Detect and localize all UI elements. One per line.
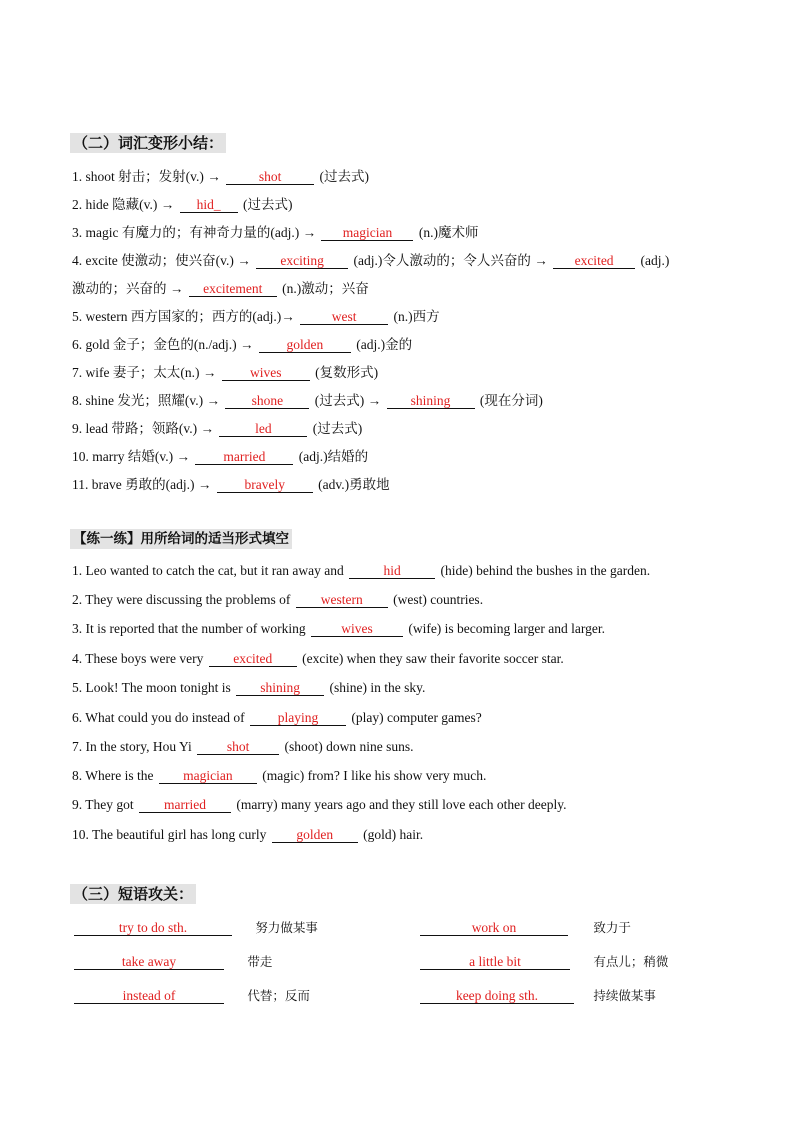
answer-blank[interactable]: excitement: [189, 281, 277, 297]
practice-item-4: [72, 650, 564, 668]
answer-blank[interactable]: shot: [197, 739, 279, 755]
vocab-prompt: 2. hide 隐藏(v.) →: [72, 197, 175, 212]
phrase-answer[interactable]: take away: [74, 954, 224, 970]
practice-item-3: [72, 620, 605, 638]
vocab-note: (现在分词): [479, 393, 543, 408]
vocab-item-9: [72, 420, 362, 438]
vocab-note: (过去式): [319, 169, 369, 184]
phrase-answer[interactable]: keep doing sth.: [420, 988, 574, 1004]
practice-item-6: [72, 709, 482, 727]
vocab-item-4: [72, 252, 669, 270]
question-text: 7. In the story, Hou Yi: [72, 739, 192, 754]
practice-item-7: [72, 738, 414, 756]
answer-blank[interactable]: wives: [222, 365, 310, 381]
vocab-item-3: [72, 224, 478, 242]
question-text: 4. These boys were very: [72, 651, 204, 666]
question-text: 2. They were discussing the problems of: [72, 592, 291, 607]
answer-blank[interactable]: playing: [250, 710, 346, 726]
section3-title: （三）短语攻关：: [70, 884, 196, 904]
answer-blank[interactable]: bravely: [217, 477, 313, 493]
phrase-row-3-right: [418, 987, 656, 1005]
vocab-prompt: 激动的；兴奋的 →: [72, 281, 184, 296]
vocab-prompt: 10. marry 结婚(v.) →: [72, 449, 190, 464]
vocab-prompt: 11. brave 勇敢的(adj.) →: [72, 477, 212, 492]
vocab-prompt: 5. western 西方国家的；西方的(adj.)→: [72, 309, 295, 324]
answer-blank[interactable]: excited: [209, 651, 297, 667]
vocab-note: (过去式): [312, 421, 363, 436]
phrase-answer[interactable]: work on: [420, 920, 568, 936]
vocab-note: (adj.): [640, 253, 670, 268]
phrase-meaning: 持续做某事: [593, 988, 656, 1003]
question-hint: (west) countries.: [393, 592, 484, 607]
question-hint: (play) computer games?: [351, 710, 482, 725]
vocab-note: (n.)魔术师: [418, 225, 479, 240]
vocab-item-8: [72, 392, 543, 410]
question-hint: (shine) in the sky.: [329, 680, 426, 695]
answer-blank[interactable]: exciting: [256, 253, 348, 269]
answer-blank[interactable]: married: [195, 449, 293, 465]
question-text: 8. Where is the: [72, 768, 154, 783]
practice-item-8: [72, 767, 486, 785]
question-hint: (hide) behind the bushes in the garden.: [440, 563, 651, 578]
question-text: 3. It is reported that the number of working: [72, 621, 306, 636]
question-hint: (gold) hair.: [363, 827, 424, 842]
vocab-item-4-cont: [72, 280, 369, 298]
phrase-row-3-left: [72, 987, 310, 1005]
answer-blank[interactable]: magician: [321, 225, 413, 241]
answer-blank[interactable]: golden: [272, 827, 358, 843]
answer-blank[interactable]: hid: [349, 563, 435, 579]
vocab-item-10: [72, 448, 368, 466]
question-text: 6. What could you do instead of: [72, 710, 245, 725]
vocab-item-5: [72, 308, 440, 326]
answer-blank[interactable]: shining: [387, 393, 475, 409]
vocab-item-1: [72, 168, 369, 186]
practice-title: 【练一练】用所给词的适当形式填空: [70, 529, 292, 549]
vocab-note: (n.)激动；兴奋: [282, 281, 369, 296]
answer-blank[interactable]: magician: [159, 768, 257, 784]
phrase-meaning: 代替；反而: [247, 988, 310, 1003]
vocab-item-7: [72, 364, 378, 382]
answer-blank[interactable]: led: [219, 421, 307, 437]
answer-blank[interactable]: married: [139, 797, 231, 813]
vocab-prompt: 9. lead 带路；领路(v.) →: [72, 421, 214, 436]
practice-item-5: [72, 679, 425, 697]
question-text: 9. They got: [72, 797, 134, 812]
phrase-row-2-left: [72, 953, 272, 971]
vocab-prompt: 4. excite 使激动；使兴奋(v.) →: [72, 253, 251, 268]
vocab-prompt: 6. gold 金子；金色的(n./adj.) →: [72, 337, 254, 352]
practice-item-9: [72, 796, 567, 814]
vocab-note: (adj.)结婚的: [298, 449, 369, 464]
vocab-item-6: [72, 336, 412, 354]
vocab-prompt: 7. wife 妻子；太太(n.) →: [72, 365, 217, 380]
vocab-note: (复数形式): [315, 365, 379, 380]
answer-blank[interactable]: hid_: [180, 197, 238, 213]
vocab-item-11: [72, 476, 390, 494]
answer-blank[interactable]: shot: [226, 169, 314, 185]
answer-blank[interactable]: wives: [311, 621, 403, 637]
vocab-note: (adj.)令人激动的；令人兴奋的 →: [353, 253, 548, 268]
phrase-meaning: 带走: [247, 954, 273, 969]
phrase-row-1-right: [418, 919, 631, 937]
vocab-item-2: [72, 196, 292, 214]
answer-blank[interactable]: western: [296, 592, 388, 608]
question-hint: (wife) is becoming larger and larger.: [408, 621, 606, 636]
section2-title: （二）词汇变形小结：: [70, 133, 226, 153]
phrase-answer[interactable]: a little bit: [420, 954, 570, 970]
phrase-meaning: 致力于: [593, 920, 631, 935]
question-hint: (excite) when they saw their favorite soccer star.: [302, 651, 564, 666]
answer-blank[interactable]: excited: [553, 253, 635, 269]
practice-item-1: [72, 562, 650, 580]
practice-item-10: [72, 826, 423, 844]
vocab-note: (过去式): [242, 197, 293, 212]
answer-blank[interactable]: shining: [236, 680, 324, 696]
answer-blank[interactable]: golden: [259, 337, 351, 353]
question-text: 5. Look! The moon tonight is: [72, 680, 231, 695]
vocab-prompt: 1. shoot 射击；发射(v.) →: [72, 169, 221, 184]
vocab-prompt: 8. shine 发光；照耀(v.) →: [72, 393, 220, 408]
vocab-prompt: 3. magic 有魔力的；有神奇力量的(adj.) →: [72, 225, 317, 240]
answer-blank[interactable]: west: [300, 309, 388, 325]
question-hint: (shoot) down nine suns.: [284, 739, 414, 754]
phrase-answer[interactable]: instead of: [74, 988, 224, 1004]
question-hint: (marry) many years ago and they still love each other deeply.: [236, 797, 567, 812]
answer-blank[interactable]: shone: [225, 393, 309, 409]
phrase-answer[interactable]: try to do sth.: [74, 920, 232, 936]
vocab-note: (n.)西方: [393, 309, 440, 324]
phrase-meaning: 努力做某事: [255, 920, 318, 935]
phrase-row-2-right: [418, 953, 668, 971]
phrase-meaning: 有点儿；稍微: [593, 954, 669, 969]
phrase-row-1-left: [72, 919, 318, 937]
vocab-note: (过去式) →: [314, 393, 382, 408]
question-text: 1. Leo wanted to catch the cat, but it ran away and: [72, 563, 344, 578]
vocab-note: (adv.)勇敢地: [318, 477, 390, 492]
practice-item-2: [72, 591, 483, 609]
vocab-note: (adj.)金的: [356, 337, 413, 352]
question-hint: (magic) from? I like his show very much.: [262, 768, 487, 783]
question-text: 10. The beautiful girl has long curly: [72, 827, 267, 842]
